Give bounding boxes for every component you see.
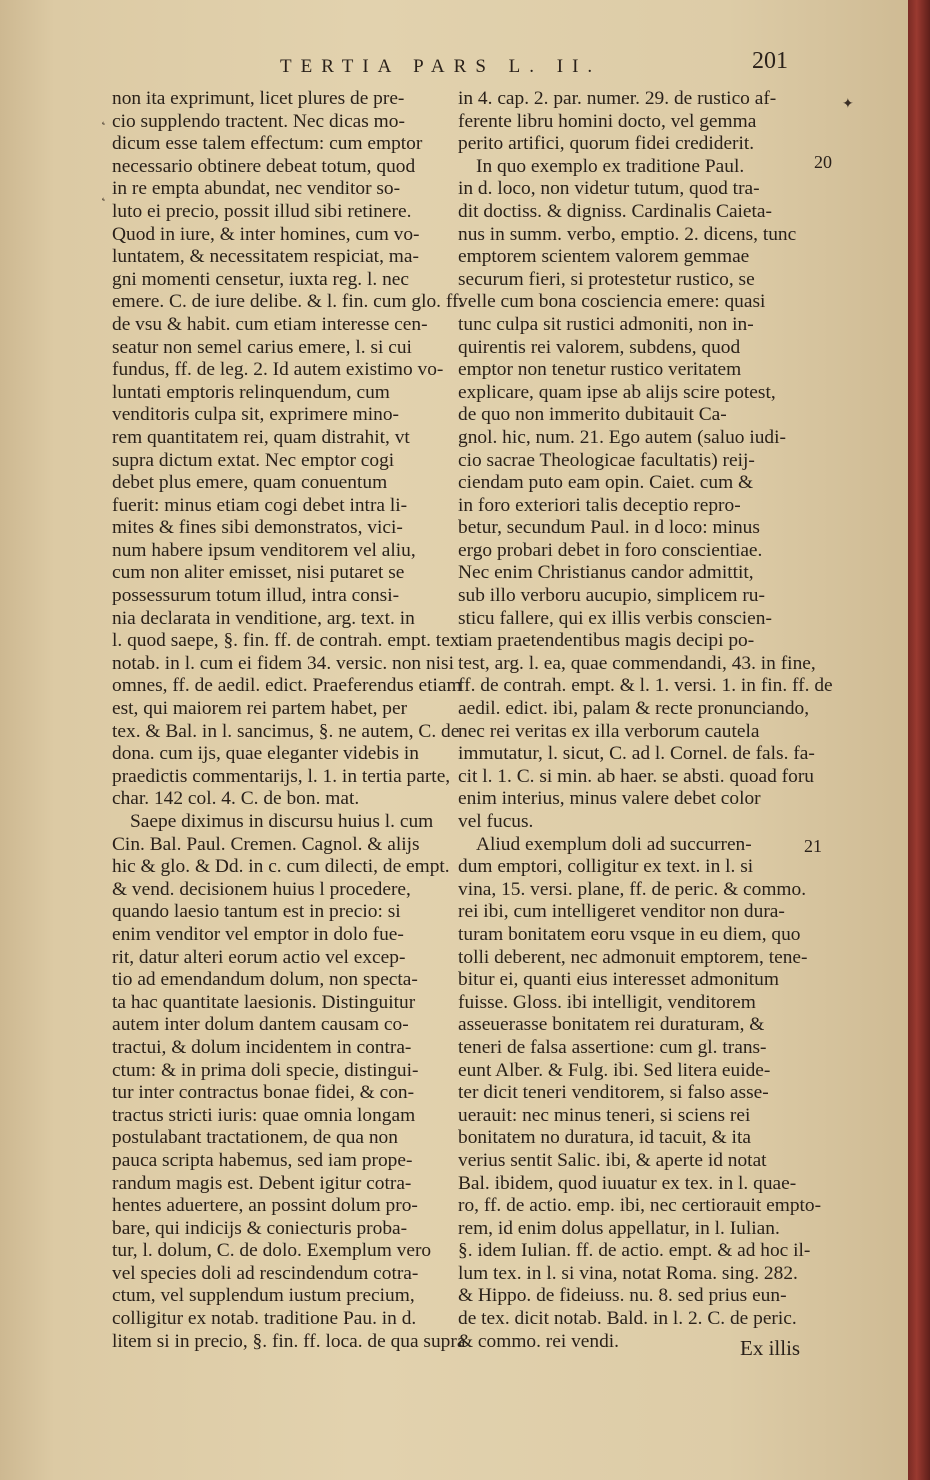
text-line: fuerit: minus etiam cogi debet intra li- <box>112 494 408 516</box>
text-line: char. 142 col. 4. C. de bon. mat. <box>112 788 360 810</box>
text-line: omnes, ff. de aedil. edict. Praeferendus etiam <box>112 675 462 697</box>
text-line: aedil. edict. ibi, palam & recte pronunciando, <box>458 698 810 720</box>
text-line: tiam praetendentibus magis decipi po- <box>458 630 755 652</box>
text-line: litem si in precio, §. fin. ff. loca. de qua supra <box>112 1330 466 1352</box>
text-line: quirentis rei valorem, subdens, quod <box>458 336 741 358</box>
text-line: randum magis est. Debent igitur cotra- <box>112 1172 412 1194</box>
text-line: enim interius, minus valere debet color <box>458 788 761 810</box>
text-line: non ita exprimunt, licet plures de pre- <box>112 88 405 109</box>
margin-number-21: 21 <box>804 836 822 856</box>
text-line: ergo probari debet in foro conscientiae. <box>458 539 763 561</box>
text-line: rem quantitatem rei, quam distrahit, vt <box>112 426 410 448</box>
text-line: eunt Alber. & Fulg. ibi. Sed litera euide- <box>458 1059 771 1081</box>
text-line: tunc culpa sit rustici admoniti, non in- <box>458 313 754 335</box>
text-line: colligitur ex notab. traditione Pau. in d. <box>112 1308 417 1330</box>
text-line: gni momenti censetur, iuxta reg. l. nec <box>112 268 409 290</box>
text-line: emptor non tenetur rustico veritatem <box>458 359 742 381</box>
text-line: emptorem scientem valorem gemmae <box>458 246 750 268</box>
text-line: praedictis commentarijs, l. 1. in tertia parte, <box>112 765 451 787</box>
text-line: dum emptori, colligitur ex text. in l. si <box>458 856 754 878</box>
text-line: bare, qui indicijs & coniecturis proba- <box>112 1217 408 1239</box>
text-line: de tex. dicit notab. Bald. in l. 2. C. de peric. <box>458 1308 797 1330</box>
text-line: ter dicit teneri venditorem, si falso asse- <box>458 1082 769 1104</box>
text-line: cio supplendo tractent. Nec dicas mo- <box>112 110 405 132</box>
text-line: vel species doli ad rescindendum cotra- <box>112 1262 419 1284</box>
text-line: dit doctiss. & digniss. Cardinalis Caieta- <box>458 200 772 222</box>
text-line: nus in summ. verbo, emptio. 2. dicens, tunc <box>458 223 797 245</box>
text-line: supra dictum extat. Nec emptor cogi <box>112 449 395 471</box>
text-line: turam bonitatem eoru vsque in eu diem, quo <box>458 923 801 945</box>
text-line: explicare, quam ipse ab alijs scire potest, <box>458 381 776 403</box>
text-line: asseuerasse bonitatem rei duraturam, & <box>458 1014 765 1036</box>
text-line: est, qui maiorem rei partem habet, per <box>112 698 408 720</box>
text-line: cio sacrae Theologicae facultatis) reij- <box>458 449 755 471</box>
text-line: lum tex. in l. si vina, notat Roma. sing. 282. <box>458 1262 798 1284</box>
text-line: Aliud exemplum doli ad succurren- <box>476 833 752 855</box>
text-line: enim venditor vel emptor in dolo fue- <box>112 923 404 945</box>
text-line: hic & glo. & Dd. in c. cum dilecti, de empt. <box>112 856 450 878</box>
text-line: Nec enim Christianus candor admittit, <box>458 562 754 584</box>
text-line: possessurum totum illud, intra consi- <box>112 585 400 607</box>
text-line: immutatur, l. sicut, C. ad l. Cornel. de fals. fa- <box>458 743 815 765</box>
text-line: Cin. Bal. Paul. Cremen. Cagnol. & alijs <box>112 833 420 855</box>
text-line: ctum, vel supplendum iustum precium, <box>112 1285 415 1307</box>
text-line: & Hippo. de fideiuss. nu. 8. sed prius eun- <box>458 1285 787 1307</box>
text-line: de quo non immerito dubitauit Ca- <box>458 404 727 426</box>
text-line: ciendam puto eam opin. Caiet. cum & <box>458 472 754 494</box>
text-line: verius sentit Salic. ibi, & aperte id notat <box>458 1149 767 1171</box>
text-line: nia declarata in venditione, arg. text. in <box>112 607 415 629</box>
text-line: in 4. cap. 2. par. numer. 29. de rustico af- <box>458 88 777 109</box>
text-line: nec rei veritas ex illa verborum cautela <box>458 720 760 742</box>
text-line: bitur ei, quanti eius interesset admonitum <box>458 969 779 991</box>
text-line: luntatem, & necessitatem respiciat, ma- <box>112 246 419 268</box>
text-line: ff. de contrah. empt. & l. 1. versi. 1. in fin. ff. de <box>458 675 833 697</box>
text-line: vel fucus. <box>458 811 534 832</box>
text-line: necessario obtinere debeat totum, quod <box>112 155 416 177</box>
book-edge <box>908 0 930 1480</box>
text-line: in d. loco, non videtur tutum, quod tra- <box>458 178 760 200</box>
text-line: venditoris culpa sit, exprimere mino- <box>112 404 400 426</box>
text-line: de vsu & habit. cum etiam interesse cen- <box>112 313 428 335</box>
ink-mark-icon: ˛ <box>100 110 107 126</box>
text-line: teneri de falsa assertione: cum gl. trans- <box>458 1036 767 1058</box>
text-line: vina, 15. versi. plane, ff. de peric. & commo. <box>458 878 807 900</box>
text-line: dona. cum ijs, quae eleganter videbis in <box>112 743 419 765</box>
text-line: & vend. decisionem huius l procedere, <box>112 878 411 900</box>
text-line: sticu fallere, qui ex illis verbis conscien- <box>458 607 772 629</box>
text-line: postulabant tractationem, de qua non <box>112 1127 398 1149</box>
text-line: rit, datur alteri eorum actio vel excep- <box>112 946 406 968</box>
text-line: cit l. 1. C. si min. ab haer. se absti. quoad foru <box>458 765 814 787</box>
text-line: seatur non semel carius emere, l. si cui <box>112 336 412 358</box>
text-line: cum non aliter emisset, nisi putaret se <box>112 562 405 584</box>
text-line: Bal. ibidem, quod iuuatur ex tex. in l. quae- <box>458 1172 797 1194</box>
text-line: pauca scripta habemus, sed iam prope- <box>112 1149 413 1171</box>
text-line: Quod in iure, & inter homines, cum vo- <box>112 223 420 245</box>
text-line: fuisse. Gloss. ibi intelligit, venditorem <box>458 991 756 1013</box>
text-line: luntati emptoris relinquendum, cum <box>112 381 390 403</box>
text-line: fundus, ff. de leg. 2. Id autem existimo vo- <box>112 359 444 381</box>
ink-mark-icon: ˛ <box>100 186 107 202</box>
text-line: ta hac quantitate laesionis. Distinguitur <box>112 991 416 1013</box>
text-line: velle cum bona cosciencia emere: quasi <box>458 291 766 313</box>
text-line: ctum: & in prima doli specie, distingui- <box>112 1059 419 1081</box>
text-line: num habere ipsum venditorem vel aliu, <box>112 539 416 561</box>
text-line: sub illo verboru aucupio, simplicem ru- <box>458 585 765 607</box>
text-line: In quo exemplo ex traditione Paul. <box>476 155 745 177</box>
text-line: §. idem Iulian. ff. de actio. empt. & ad hoc il- <box>458 1240 811 1262</box>
text-line: luto ei precio, possit illud sibi retinere. <box>112 200 412 222</box>
text-line: tur, l. dolum, C. de dolo. Exemplum vero <box>112 1240 432 1262</box>
text-line: tolli deberent, nec admonuit emptorem, tene- <box>458 946 808 968</box>
text-line: in foro exteriori talis deceptio repro- <box>458 494 741 516</box>
text-line: ro, ff. de actio. emp. ibi, nec certiorauit empto- <box>458 1195 822 1217</box>
text-line: perito artifici, quorum fidei crediderit. <box>458 133 755 155</box>
text-line: & commo. rei vendi. <box>458 1330 620 1352</box>
text-line: ferente libru homini docto, vel gemma <box>458 110 757 132</box>
text-line: emere. C. de iure delibe. & l. fin. cum glo. ff. <box>112 291 464 313</box>
folio-number: 201 <box>752 48 788 74</box>
text-line: tex. & Bal. in l. sancimus, §. ne autem, C. de <box>112 720 460 742</box>
ink-mark-icon: ✦ <box>842 96 854 112</box>
text-line: gnol. hic, num. 21. Ego autem (saluo iudi- <box>458 426 786 448</box>
text-line: bonitatem no duratura, id tacuit, & ita <box>458 1127 751 1149</box>
text-line: Saepe diximus in discursu huius l. cum <box>130 811 434 832</box>
text-line: betur, secundum Paul. in d loco: minus <box>458 517 760 539</box>
text-line: hentes aduertere, an possint dolum pro- <box>112 1195 418 1217</box>
text-line: l. quod saepe, §. fin. ff. de contrah. empt. tex. <box>112 630 465 652</box>
text-line: autem inter dolum dantem causam co- <box>112 1014 409 1036</box>
text-line: notab. in l. cum ei fidem 34. versic. non nisi <box>112 652 454 674</box>
running-title: TERTIA PARS L. II. <box>280 56 602 77</box>
text-line: mites & fines sibi demonstratos, vici- <box>112 517 403 539</box>
text-line: rem, id enim dolus appellatur, in l. Iulian. <box>458 1217 780 1239</box>
text-line: tractus stricti iuris: quae omnia longam <box>112 1104 416 1126</box>
text-line: in re empta abundat, nec venditor so- <box>112 178 401 200</box>
text-line: tur inter contractus bonae fidei, & con- <box>112 1082 415 1104</box>
catchword: Ex illis <box>740 1336 801 1360</box>
margin-number-20: 20 <box>814 152 832 172</box>
text-line: securum fieri, si protestetur rustico, se <box>458 268 755 290</box>
text-line: debet plus emere, quam conuentum <box>112 472 388 494</box>
text-line: uerauit: nec minus teneri, si sciens rei <box>458 1104 751 1126</box>
text-line: test, arg. l. ea, quae commendandi, 43. in fine, <box>458 652 816 674</box>
left-column <box>112 88 466 1353</box>
text-line: rei ibi, cum intelligeret venditor non dura- <box>458 901 785 923</box>
text-line: quando laesio tantum est in precio: si <box>112 901 401 923</box>
text-line: dicum esse talem effectum: cum emptor <box>112 133 423 155</box>
text-line: tio ad emendandum dolum, non specta- <box>112 969 418 991</box>
text-line: tractui, & dolum incidentem in contra- <box>112 1036 412 1058</box>
